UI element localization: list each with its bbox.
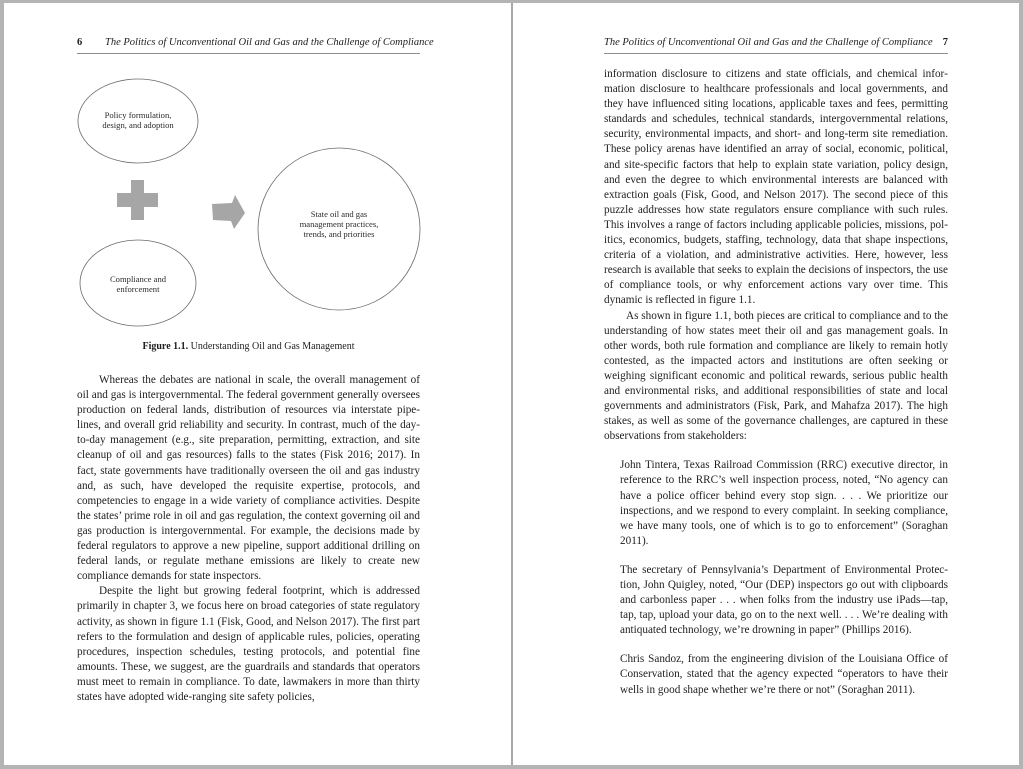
figure-diagram [4, 3, 511, 368]
policy-node-label: Policy formulation, design, and adoption [102, 110, 174, 130]
paragraph: information disclosure to citizens and state officials, and chemical information disclosure to healthcare professionals and local governments, and they have influenced siting locations, applicable taxes and fees, permitting standards and schedules, technical standards, intergovernmental relations, security, environmental impacts, and short- and long-term site remediation. These policy arenas have identified an array of social, economic, political, and site-specific factors that help to explain state variation, policy design, and even the degree to which environmental interests are balanced with extraction goals (Fisk, Good, and Nelson 2017). The second piece of this puzzle addresses how state regulators ensure compliance with such rules. This involves a range of factors including applicable policies, missions, politics, economics, budgets, staffing, technology, data that shape inspections, criteria of a violation, and administrative activities. Here, however, less research is available that seeks to explain the decisions of inspectors, the use of compliance tools, or why enforcement actions vary over time. This dynamic is reflected in figure 1.1. [604, 68, 948, 307]
running-head-right [604, 35, 948, 54]
page-number: 7 [942, 37, 948, 48]
arrow-right-icon [212, 195, 245, 229]
compliance-node-label: Compliance and enforcement [109, 274, 167, 294]
paragraph: Despite the light but growing federal footprint, which is addressed primarily in chapter 3, we focus here on broad categories of state regulatory activity, as shown in figure 1.1 (Fisk, Good, and Nelson 2017). The first part refers to the formulation and design of applicable rules, policies, operating procedures, inspection schedules, testing protocols, and potential fine amounts. These, we suggest, are the guardrails and standards that operators must meet to remain in compliance. To date, lawmakers in more than thirty states have adopted wide-ranging site safety policies, [77, 585, 420, 703]
paragraph: Whereas the debates are national in scale, the overall management of oil and gas is intergovernmental. The federal government generally oversees production on federal lands, distribution of resources via interstate pipelines, and overall grid reliability and security. In contrast, much of the day-to-day management (e.g., site preparation, permitting, extraction, and site cleanup of oil and gas resources) falls to the states (Fisk 2016; 2017). In fact, state governments have traditionally overseen the oil and gas industry and, as such, have developed the requisite expertise, protocols, and competencies to engage in a wide variety of compliance activities. Despite the states’ prime role in oil and gas regulation, the context governing oil and gas production is intergovernmental. For example, the decisions made by federal regulators to approve a new pipeline, support additional drilling on federal lands, or regulate methane emissions are likely to create new compliance demands for state inspectors. [77, 374, 420, 583]
figure-caption [77, 341, 420, 352]
caption-text: Understanding Oil and Gas Management [190, 341, 355, 352]
block-quote: John Tintera, Texas Railroad Commission (RRC) executive director, in reference to the RRC’s well inspection process, noted, “No agency can have a police officer behind every stop sign. . . . We prioritize our inspections, and we respond to every complaint. In seeking compliance, we have many tools, one of which is to go to enforcement” (Soraghan 2011). [620, 459, 948, 547]
running-head-title: The Politics of Unconventional Oil and Gas and the Challenge of Compliance [604, 37, 933, 48]
figure-1-1 [4, 3, 511, 368]
book-spread [4, 3, 1019, 765]
running-head-title: The Politics of Unconventional Oil and Gas and the Challenge of Compliance [105, 37, 434, 48]
left-body-text [77, 373, 420, 705]
caption-label: Figure 1.1. [142, 341, 189, 352]
block-quote: The secretary of Pennsylvania’s Department of Environmental Protection, John Quigley, noted, “Our (DEP) inspectors go out with clipboards and carbonless paper . . . when folks from the industry use iPads—tap, tap, tap, upload your data, go on to the next well. . . . We’re dealing with antiquated technology, we’re drowning in paper” (Phillips 2016). [620, 563, 948, 637]
page-number: 6 [77, 37, 83, 48]
right-page [513, 3, 1019, 765]
plus-icon [117, 180, 158, 220]
paragraph: As shown in figure 1.1, both pieces are critical to compliance and to the understanding of how states meet their oil and gas management goals. In other words, both rule formation and compliance are likely to remain hotly contested, as the impacted actors and institutions are often seeking or weighing significant economic and political rewards, serious public health and environmental risks, and additional responsibilities of state and local governments and administrators (Fisk, Park, and Mahafza 2017). The high stakes, as well as some of the governance challenges, are captured in these observations from stakeholders: [604, 309, 948, 443]
left-page [4, 3, 511, 765]
block-quote: Chris Sandoz, from the engineering division of the Louisiana Office of Conservation, stated that the agency expected “operators to have their wells in good shape whether we’re there or not” (Soraghan 2011). [620, 653, 948, 696]
outcome-node-label: State oil and gas management practices, trends, and priorities [299, 209, 379, 239]
right-body-text [604, 67, 948, 698]
